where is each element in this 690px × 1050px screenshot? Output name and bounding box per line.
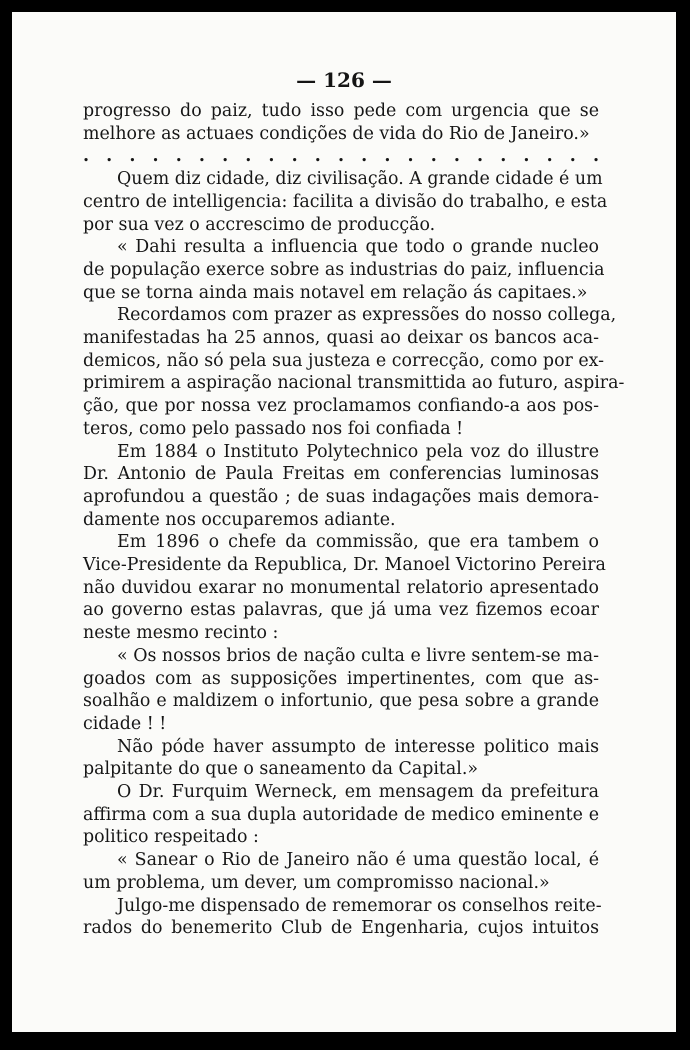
text-line: primirem a aspiração nacional transmittida ao futuro, aspira- bbox=[83, 373, 625, 394]
text-line: palpitante do que o saneamento da Capital.» bbox=[83, 759, 479, 780]
paragraph bbox=[83, 441, 599, 532]
text-line: um problema, um dever, um compromisso nacional.» bbox=[83, 872, 550, 893]
paragraph bbox=[83, 895, 602, 940]
text-line: neste mesmo recinto : bbox=[83, 623, 279, 644]
paragraph-continuation bbox=[83, 100, 599, 145]
text-line: ção, que por nossa vez proclamamos confiando-a aos pos- bbox=[83, 396, 599, 417]
text-line: Não póde haver assumpto de interesse politico mais bbox=[117, 736, 599, 757]
paragraph bbox=[83, 304, 625, 440]
text-line: « Os nossos brios de nação culta e livre sentem-se ma- bbox=[117, 645, 599, 666]
text-line: politico respeitado : bbox=[83, 827, 259, 848]
ellipsis-separator: . . . . . . . . . . . . . . . . . . . . . . . bbox=[83, 146, 599, 167]
text-line: teros, como pelo passado nos foi confiada ! bbox=[83, 418, 464, 439]
text-line: damente nos occuparemos adiante. bbox=[83, 509, 396, 530]
text-line: rados do benemerito Club de Engenharia, cujos intuitos bbox=[83, 918, 599, 939]
text-line: centro de intelligencia: facilita a divisão do trabalho, e esta bbox=[83, 191, 608, 212]
paragraph bbox=[83, 531, 606, 645]
paragraph bbox=[83, 168, 608, 236]
paragraph-quote bbox=[83, 236, 605, 304]
paragraph-quote bbox=[83, 736, 599, 781]
text-line: demicos, não só pela sua justeza e correcção, como por ex- bbox=[83, 350, 605, 371]
text-line: affirma com a sua dupla autoridade de medico eminente e bbox=[83, 804, 599, 825]
text-line: O Dr. Furquim Werneck, em mensagem da prefeitura bbox=[117, 782, 599, 803]
text-line: manifestadas ha 25 annos, quasi ao deixar os bancos aca- bbox=[83, 328, 599, 349]
text-line: Dr. Antonio de Paula Freitas em conferencias luminosas bbox=[83, 464, 599, 485]
paragraph bbox=[83, 781, 599, 849]
text-line: goados com as supposições impertinentes, com que as- bbox=[83, 668, 599, 689]
text-line: Quem diz cidade, diz civilisação. A grande cidade é um bbox=[117, 169, 603, 190]
text-line: Julgo-me dispensado de rememorar os conselhos reite- bbox=[117, 895, 602, 916]
text-line: ao governo estas palavras, que já uma vez fizemos ecoar bbox=[83, 600, 599, 621]
text-line: aprofundou a questão ; de suas indagações mais demora- bbox=[83, 486, 599, 507]
paragraph-quote bbox=[83, 849, 599, 894]
text-line: não duvidou exarar no monumental relatorio apresentado bbox=[83, 577, 599, 598]
text-line: por sua vez o accrescimo de producção. bbox=[83, 214, 436, 235]
text-line: de população exerce sobre as industrias do paiz, influencia bbox=[83, 259, 605, 280]
text-line: Em 1884 o Instituto Polytechnico pela voz do illustre bbox=[117, 441, 599, 462]
text-line: Em 1896 o chefe da commissão, que era tambem o bbox=[117, 532, 599, 553]
book-page bbox=[12, 12, 676, 1032]
paragraph-quote bbox=[83, 645, 599, 736]
text-line: cidade ! ! bbox=[83, 713, 167, 734]
body-text bbox=[83, 100, 625, 940]
text-line: que se torna ainda mais notavel em relação ás capitaes.» bbox=[83, 282, 588, 303]
text-line: « Dahi resulta a influencia que todo o grande nucleo bbox=[117, 237, 599, 258]
text-line: Recordamos com prazer as expressões do nosso collega, bbox=[117, 305, 617, 326]
text-line: soalhão e maldizem o infortunio, que pesa sobre a grande bbox=[83, 691, 599, 712]
page-number: — 126 — bbox=[296, 68, 392, 92]
text-line: Vice-Presidente da Republica, Dr. Manoel Victorino Pereira bbox=[83, 555, 606, 576]
text-line: melhore as actuaes condições de vida do Rio de Janeiro.» bbox=[83, 123, 590, 144]
text-line: progresso do paiz, tudo isso pede com urgencia que se bbox=[83, 101, 599, 121]
text-line: « Sanear o Rio de Janeiro não é uma questão local, é bbox=[117, 850, 599, 871]
